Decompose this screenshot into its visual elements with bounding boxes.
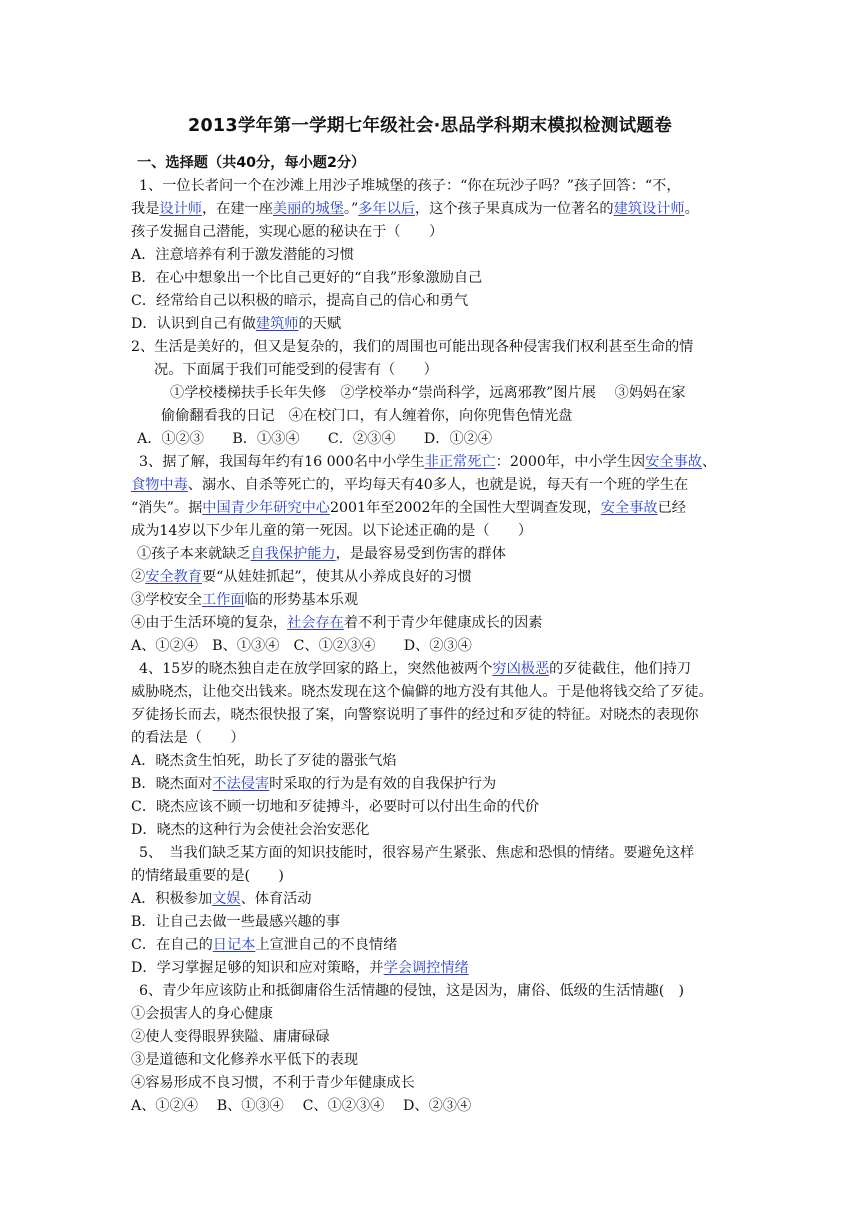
question-4-option-c: C．晓杰应该不顾一切地和歹徒搏斗，必要时可以付出生命的代价 bbox=[131, 799, 540, 815]
question-5-line-2: 的情绪最重要的是( ) bbox=[131, 868, 284, 884]
text: C．在自己的 bbox=[131, 937, 213, 953]
question-4-stem bbox=[139, 662, 691, 676]
question-4-line-3: 歹徒扬长而去，晓杰很快报了案，向警察说明了事件的经过和歹徒的特征。对晓杰的表现你 bbox=[131, 707, 699, 723]
text: 要“从娃娃抓起”，使其从小养成良好的习惯 bbox=[201, 569, 472, 585]
question-5-option-a bbox=[131, 892, 312, 906]
question-5-option-c bbox=[131, 938, 397, 952]
question-4-line-2: 威胁晓杰，让他交出钱来。晓杰发现在这个偏僻的地方没有其他人。于是他将钱交给了歹徒。 bbox=[131, 684, 713, 700]
text: 我是 bbox=[131, 201, 160, 217]
question-2-line-2: 况。下面属于我们可能受到的侵害有（ ） bbox=[154, 362, 438, 378]
question-6-stem: 6、青少年应该防止和抵御庸俗生活情趣的侵蚀，这是因为，庸俗、低级的生活情趣( ) bbox=[139, 983, 685, 999]
text: 已经 bbox=[657, 500, 686, 516]
question-5-stem: 5、 当我们缺乏某方面的知识技能时，很容易产生紧张、焦虑和恐惧的情绪。要避免这样 bbox=[139, 845, 695, 861]
text: ③学校安全 bbox=[131, 592, 202, 608]
question-3-line-4: 成为14岁以下少年儿童的第一死因。以下论述正确的是（ ） bbox=[131, 523, 533, 539]
link-food-poisoning[interactable]: 食物中毒 bbox=[131, 477, 188, 493]
text: A．积极参加 bbox=[131, 891, 213, 907]
link-self-protection[interactable]: 自我保护能力 bbox=[250, 546, 336, 562]
link-safety-accident-2[interactable]: 安全事故 bbox=[600, 500, 658, 516]
text: ，这个孩子果真成为一位著名的 bbox=[414, 201, 614, 217]
text: 着不利于青少年健康成长的因素 bbox=[343, 615, 543, 631]
question-6-statement-4: ④容易形成不良习惯，不利于青少年健康成长 bbox=[131, 1075, 415, 1091]
question-5-option-b: B．让自己去做一些最感兴趣的事 bbox=[131, 914, 341, 930]
text: 临的形势基本乐观 bbox=[244, 592, 359, 608]
link-diary[interactable]: 日记本 bbox=[212, 937, 256, 953]
section-heading-choice: 一、选择题（共40分，每小题2分） bbox=[137, 155, 366, 171]
question-2-items-1: ①学校楼梯扶手长年失修 ②学校举办“崇尚科学，远离邪教”图片展 ③妈妈在家 bbox=[170, 385, 686, 401]
link-architect[interactable]: 建筑师 bbox=[255, 316, 299, 332]
text: 。 bbox=[684, 201, 699, 217]
text: ② bbox=[131, 569, 146, 585]
question-3-stem bbox=[139, 455, 716, 469]
question-1-option-c: C．经常给自己以积极的暗示，提高自己的信心和勇气 bbox=[131, 293, 469, 309]
text: 3、据了解，我国每年约有16 000名中小学生 bbox=[139, 454, 425, 470]
link-beautiful-castle[interactable]: 美丽的城堡 bbox=[272, 201, 344, 217]
question-4-line-4: 的看法是（ ） bbox=[131, 730, 245, 746]
question-2-stem: 2、生活是美好的，但又是复杂的，我们的周围也可能出现各种侵害我们权利甚至生命的情 bbox=[131, 339, 694, 355]
question-3-statement-1 bbox=[137, 547, 506, 561]
question-6-statement-3: ③是道德和文化修养水平低下的表现 bbox=[131, 1052, 359, 1068]
question-3-statement-4 bbox=[131, 616, 542, 630]
text: “消失”。据 bbox=[131, 500, 203, 516]
text: 2001年至2002年的全国性大型调查发现， bbox=[329, 500, 601, 516]
question-1-option-b: B．在心中想象出一个比自己更好的“自我”形象激励自己 bbox=[131, 270, 483, 286]
text: ④由于生活环境的复杂， bbox=[131, 615, 288, 631]
question-3-statement-3 bbox=[131, 593, 358, 607]
question-1-stem: 1、一位长者问一个在沙滩上用沙子堆城堡的孩子：“你在玩沙子吗？”孩子回答：“不， bbox=[139, 178, 681, 194]
link-architect-designer[interactable]: 建筑设计师 bbox=[613, 201, 685, 217]
text: 的天赋 bbox=[298, 316, 342, 332]
text: 、溺水、自杀等死亡的，平均每天有40多人，也就是说，每天有一个班的学生在 bbox=[187, 477, 689, 493]
question-3-line-2 bbox=[131, 478, 688, 492]
link-years-later[interactable]: 多年以后 bbox=[358, 201, 415, 217]
text: ：2000年，中小学生因 bbox=[495, 454, 646, 470]
link-vicious[interactable]: 穷凶极恶 bbox=[492, 661, 550, 677]
link-designer[interactable]: 设计师 bbox=[159, 201, 202, 217]
text: 的歹徒截住，他们持刀 bbox=[549, 661, 692, 677]
text: D．学习掌握足够的知识和应对策略，并 bbox=[131, 960, 384, 976]
text: 上宣泄自己的不良情绪 bbox=[255, 937, 398, 953]
text: ①孩子本来就缺乏 bbox=[137, 546, 251, 562]
link-regulate-emotions[interactable]: 学会调控情绪 bbox=[383, 960, 469, 976]
text: D．认识到自己有做 bbox=[131, 316, 256, 332]
question-1-line-3: 孩子发掘自己潜能，实现心愿的秘诀在于（ ） bbox=[131, 224, 444, 240]
link-youth-research-center[interactable]: 中国青少年研究中心 bbox=[202, 500, 330, 516]
question-3-statement-2 bbox=[131, 570, 472, 584]
text: ，在建一座 bbox=[201, 201, 273, 217]
link-safety-accident[interactable]: 安全事故 bbox=[645, 454, 702, 470]
question-5-option-d bbox=[131, 961, 469, 975]
text: 。” bbox=[343, 201, 359, 217]
link-safety-education[interactable]: 安全教育 bbox=[145, 569, 202, 585]
question-6-statement-2: ②使人变得眼界狭隘、庸庸碌碌 bbox=[131, 1029, 330, 1045]
question-2-options: A．①②③ B．①③④ C．②③④ D．①②④ bbox=[137, 431, 493, 447]
text: 4、15岁的晓杰独自走在放学回家的路上，突然他被两个 bbox=[139, 661, 493, 677]
link-illegal-infringement[interactable]: 不法侵害 bbox=[212, 776, 270, 792]
question-4-option-b bbox=[131, 777, 496, 791]
question-4-option-d: D．晓杰的这种行为会使社会治安恶化 bbox=[131, 822, 370, 838]
question-1-option-a: A．注意培养有利于激发潜能的习惯 bbox=[131, 247, 355, 263]
link-work-face[interactable]: 工作面 bbox=[201, 592, 245, 608]
text: B．晓杰面对 bbox=[131, 776, 213, 792]
text: ，是最容易受到伤害的群体 bbox=[335, 546, 506, 562]
question-2-items-2: 偷偷翻看我的日记 ④在校门口，有人缠着你，向你兜售色情光盘 bbox=[161, 408, 573, 424]
question-3-line-3 bbox=[131, 501, 686, 515]
question-1-option-d bbox=[131, 317, 341, 331]
exam-title: 2013学年第一学期七年级社会·思品学科期末模拟检测试题卷 bbox=[187, 116, 673, 136]
question-6-options: A、①②④ B、①③④ C、①②③④ D、②③④ bbox=[131, 1098, 472, 1114]
text: 、体育活动 bbox=[240, 891, 312, 907]
question-1-line-2 bbox=[131, 202, 699, 216]
link-abnormal-death[interactable]: 非正常死亡 bbox=[424, 454, 496, 470]
text: 、 bbox=[702, 454, 717, 470]
text: 时采取的行为是有效的自我保护行为 bbox=[269, 776, 497, 792]
link-recreation[interactable]: 文娱 bbox=[212, 891, 241, 907]
question-6-statement-1: ①会损害人的身心健康 bbox=[131, 1006, 273, 1022]
question-4-option-a: A．晓杰贪生怕死，助长了歹徒的嚣张气焰 bbox=[131, 753, 397, 769]
link-social-existence[interactable]: 社会存在 bbox=[287, 615, 344, 631]
question-3-options: A、①②④ B、①③④ C、①②③④ D、②③④ bbox=[131, 638, 472, 654]
